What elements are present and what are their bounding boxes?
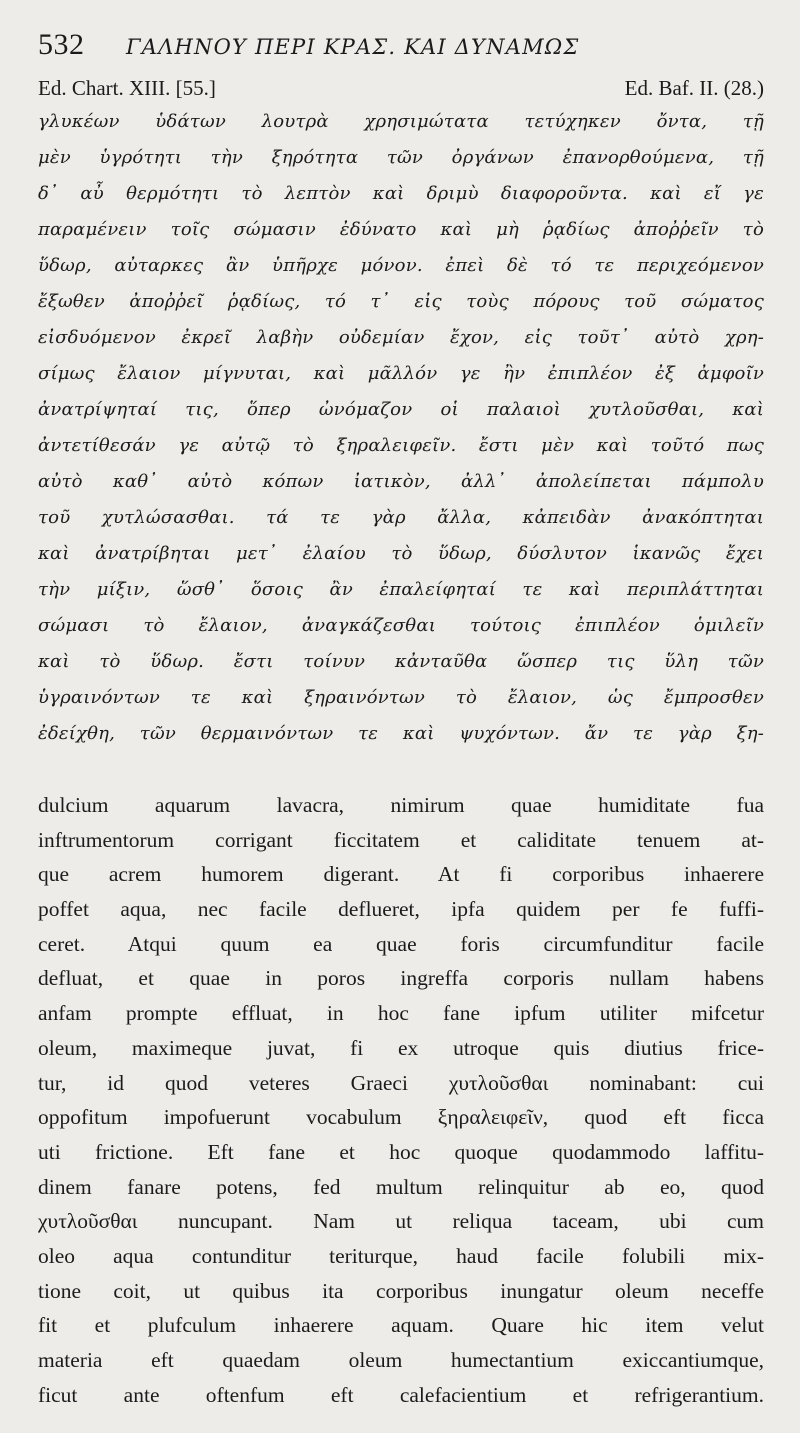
- latin-text-line: defluat, et quae in poros ingreffa corporis nullam habens: [38, 966, 764, 991]
- latin-text-line: que acrem humorem digerant. At fi corporibus inhaerere: [38, 862, 764, 887]
- latin-text-line: ceret. Atqui quum ea quae foris circumfunditur facile: [38, 931, 764, 956]
- greek-text-line: τοῦ χυτλώσασθαι. τά τε γὰρ ἄλλα, κἀπειδὰν ἀνακόπτηται: [38, 507, 764, 528]
- greek-text-line: τὴν μίξιν, ὥσθ᾽ ὅσοις ἂν ἐπαλείφηταί τε καὶ περιπλάττηται: [38, 579, 764, 600]
- latin-text-line: tur, id quod veteres Graeci χυτλοῦσθαι nominabant: cui: [38, 1070, 764, 1095]
- greek-text-line: ἔξωθεν ἀποῤῥεῖ ῥᾳδίως, τό τ᾽ εἰς τοὺς πόρους τοῦ σώματος: [38, 291, 764, 312]
- latin-text-line: poffet aqua, nec facile deflueret, ipfa quidem per fe fuffi-: [38, 897, 764, 922]
- greek-text-line: σίμως ἔλαιον μίγνυται, καὶ μᾶλλόν γε ἢν ἐπιπλέον ἐξ ἀμφοῖν: [38, 363, 764, 384]
- latin-text-line: χυτλοῦσθαι nuncupant. Nam ut reliqua taceam, ubi cum: [38, 1209, 764, 1234]
- greek-text-line: ὕδωρ, αὐταρκες ἂν ὑπῆρχε μόνον. ἐπεὶ δὲ τό τε περιχεόμενον: [38, 255, 764, 276]
- greek-text-line: καὶ τὸ ὕδωρ. ἔστι τοίνυν κἀνταῦθα ὥσπερ τις ὕλη τῶν: [38, 651, 764, 672]
- greek-text-line: γλυκέων ὑδάτων λουτρὰ χρησιμώτατα τετύχηκεν ὄντα, τῇ: [38, 111, 764, 132]
- latin-text-line: uti frictione. Eft fane et hoc quoque quodammodo laffitu-: [38, 1139, 764, 1164]
- latin-text-line: oleum, maximeque juvat, fi ex utroque quis diutius frice-: [38, 1035, 764, 1060]
- latin-text-line: inftrumentorum corrigant ficcitatem et caliditate tenuem at-: [38, 827, 764, 852]
- latin-text-block: [38, 788, 764, 1412]
- latin-text-line: materia eft quaedam oleum humectantium exiccantiumque,: [38, 1348, 764, 1372]
- greek-text-line: ἀντετίθεσάν γε αὐτῷ τὸ ξηραλειφεῖν. ἔστι μὲν καὶ τοῦτό πως: [38, 435, 764, 456]
- greek-text-line: καὶ ἀνατρίβηται μετ᾽ ἐλαίου τὸ ὕδωρ, δύσλυτον ἱκανῶς ἔχει: [38, 543, 764, 564]
- greek-text-line: ἀνατρίψηταί τις, ὅπερ ὠνόμαζον οἱ παλαιοὶ χυτλοῦσθαι, καὶ: [38, 399, 764, 420]
- edition-line: [38, 76, 764, 104]
- greek-text-line: ὑγραινόντων τε καὶ ξηραινόντων τὸ ἔλαιον, ὡς ἔμπροσθεν: [38, 687, 764, 708]
- greek-text-line: ἐδείχθη, τῶν θερμαινόντων τε καὶ ψυχόντων. ἄν τε γὰρ ξη-: [38, 723, 764, 744]
- greek-text-line: σώμασι τὸ ἔλαιον, ἀναγκάζεσθαι τούτοις ἐπιπλέον ὁμιλεῖν: [38, 615, 764, 636]
- latin-text-line: anfam prompte effluat, in hoc fane ipfum utiliter mifcetur: [38, 1001, 764, 1026]
- greek-text-line: αὐτὸ καθ᾽ αὐτὸ κόπων ἰατικὸν, ἀλλ᾽ ἀπολείπεται πάμπολυ: [38, 471, 764, 492]
- greek-text-line: παραμένειν τοῖς σώμασιν ἐδύνατο καὶ μὴ ῥᾳδίως ἀποῤῥεῖν τὸ: [38, 219, 764, 240]
- edition-reference-left: Ed. Chart. XIII. [55.]: [38, 76, 216, 100]
- greek-text-line: μὲν ὑγρότητι τὴν ξηρότητα τῶν ὀργάνων ἐπανορθούμενα, τῇ: [38, 147, 764, 168]
- edition-reference-right: Ed. Baf. II. (28.): [624, 76, 764, 100]
- latin-text-line: tione coit, ut quibus ita corporibus inungatur oleum neceffe: [38, 1278, 764, 1303]
- latin-text-line: oleo aqua contunditur teriturque, haud facile folubili mix-: [38, 1243, 764, 1268]
- page-title: ΓΑΛΗΝΟΥ ΠΕΡΙ ΚΡΑΣ. ΚΑΙ ΔΥΝΑΜΩΣ: [126, 35, 580, 59]
- section-gap: [38, 752, 764, 788]
- greek-text-line: δ᾽ αὖ θερμότητι τὸ λεπτὸν καὶ δριμὺ διαφοροῦντα. καὶ εἴ γε: [38, 183, 764, 204]
- latin-text-line: dulcium aquarum lavacra, nimirum quae humiditate fua: [38, 793, 764, 817]
- greek-text-line: εἰσδυόμενον ἐκρεῖ λαβὴν οὐδεμίαν ἔχον, εἰς τοῦτ᾽ αὐτὸ χρη-: [38, 327, 764, 348]
- latin-text-line: fit et plufculum inhaerere aquam. Quare hic item velut: [38, 1313, 764, 1338]
- latin-text-line: dinem fanare potens, fed multum relinquitur ab eo, quod: [38, 1174, 764, 1199]
- latin-text-line: oppofitum impofuerunt vocabulum ξηραλειφεῖν, quod eft ficca: [38, 1105, 764, 1130]
- greek-text-block: [38, 104, 764, 752]
- page-number: 532: [38, 28, 85, 61]
- running-head: [38, 28, 764, 72]
- latin-text-line: ficut ante oftenfum eft calefacientium et refrigerantium.: [38, 1382, 764, 1407]
